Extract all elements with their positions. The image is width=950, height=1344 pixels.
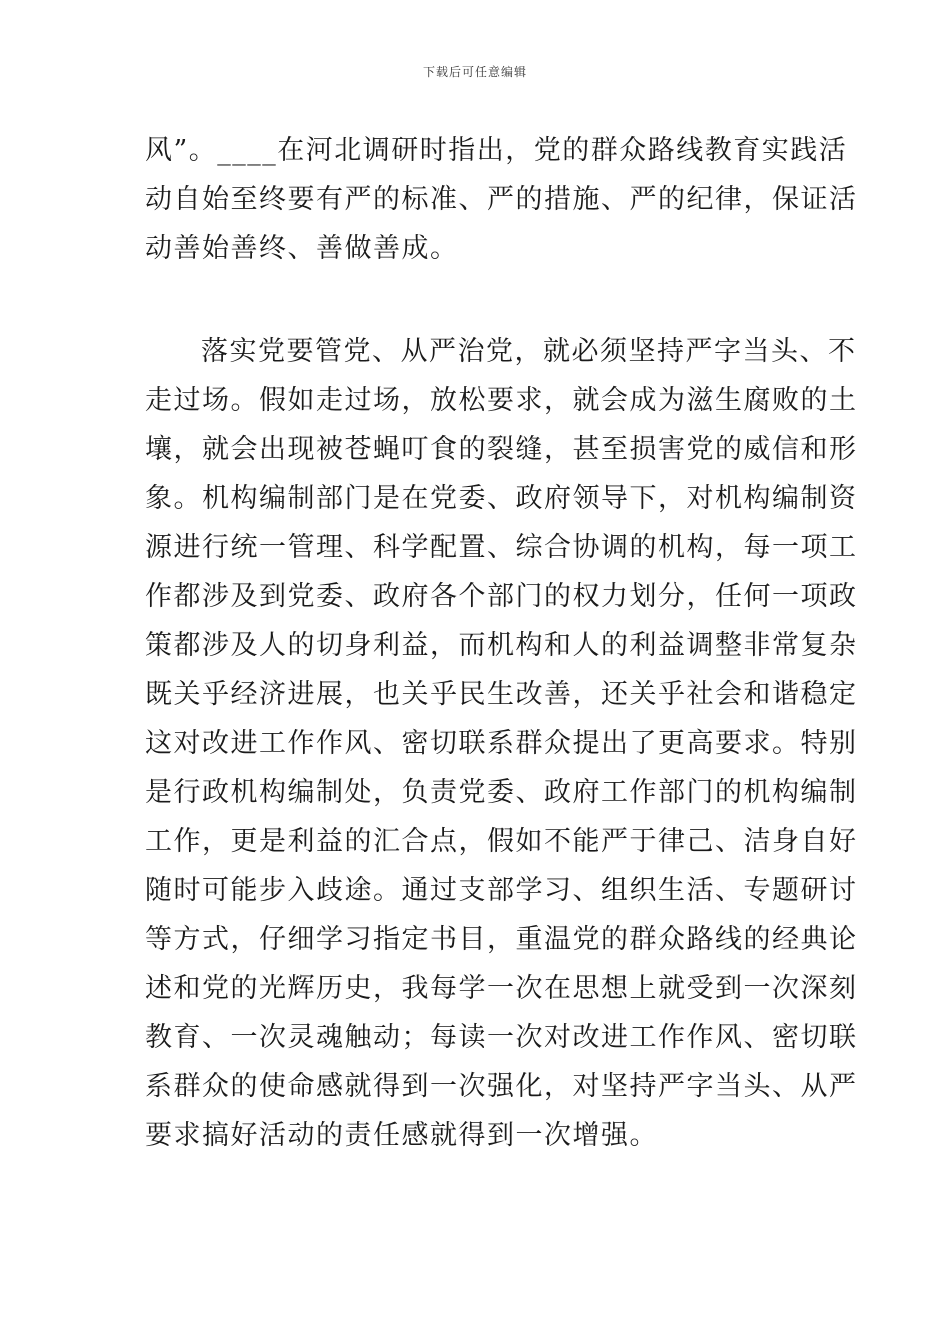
text-line: 工作，更是利益的汇合点，假如不能严于律己、洁身自好 (145, 826, 858, 857)
text-line: 是行政机构编制处，负责党委、政府工作部门的机构编制 (145, 777, 858, 808)
text-line: 要求搞好活动的责任感就得到一次增强。 (145, 1120, 658, 1151)
text-line: 走过场。假如走过场，放松要求，就会成为滋生腐败的土 (145, 385, 858, 416)
text-line: 既关乎经济进展，也关乎民生改善，还关乎社会和谐稳定 (145, 679, 858, 710)
text-line: 系群众的使命感就得到一次强化，对坚持严字当头、从严 (145, 1071, 858, 1102)
text-line: 源进行统一管理、科学配置、综合协调的机构，每一项工 (145, 532, 858, 563)
text-line: 等方式，仔细学习指定书目，重温党的群众路线的经典论 (145, 924, 858, 955)
text-line: 这对改进工作作风、密切联系群众提出了更高要求。特别 (145, 728, 858, 759)
text-line: 作都涉及到党委、政府各个部门的权力划分，任何一项政 (145, 581, 858, 612)
text-line: 风”。____在河北调研时指出，党的群众路线教育实践活 (145, 135, 848, 166)
text-line: 述和党的光辉历史，我每学一次在思想上就受到一次深刻 (145, 973, 858, 1004)
text-line: 教育、一次灵魂触动；每读一次对改进工作作风、密切联 (145, 1022, 858, 1053)
text-line: 动自始至终要有严的标准、严的措施、严的纪律，保证活 (145, 184, 858, 215)
header-note: 下载后可任意编辑 (422, 65, 527, 79)
paragraph-2 (145, 327, 858, 1160)
text-line: 策都涉及人的切身利益，而机构和人的利益调整非常复杂 (145, 630, 858, 661)
text-line: 壤，就会出现被苍蝇叮食的裂缝，甚至损害党的威信和形 (145, 434, 858, 465)
text-line: 象。机构编制部门是在党委、政府领导下，对机构编制资 (145, 483, 858, 514)
text-line-first-indented: 落实党要管党、从严治党，就必须坚持严字当头、不 (201, 336, 857, 367)
text-line: 随时可能步入歧途。通过支部学习、组织生活、专题研讨 (145, 875, 858, 906)
paragraph-1 (145, 126, 858, 273)
text-line: 动善始善终、善做善成。 (145, 233, 459, 264)
